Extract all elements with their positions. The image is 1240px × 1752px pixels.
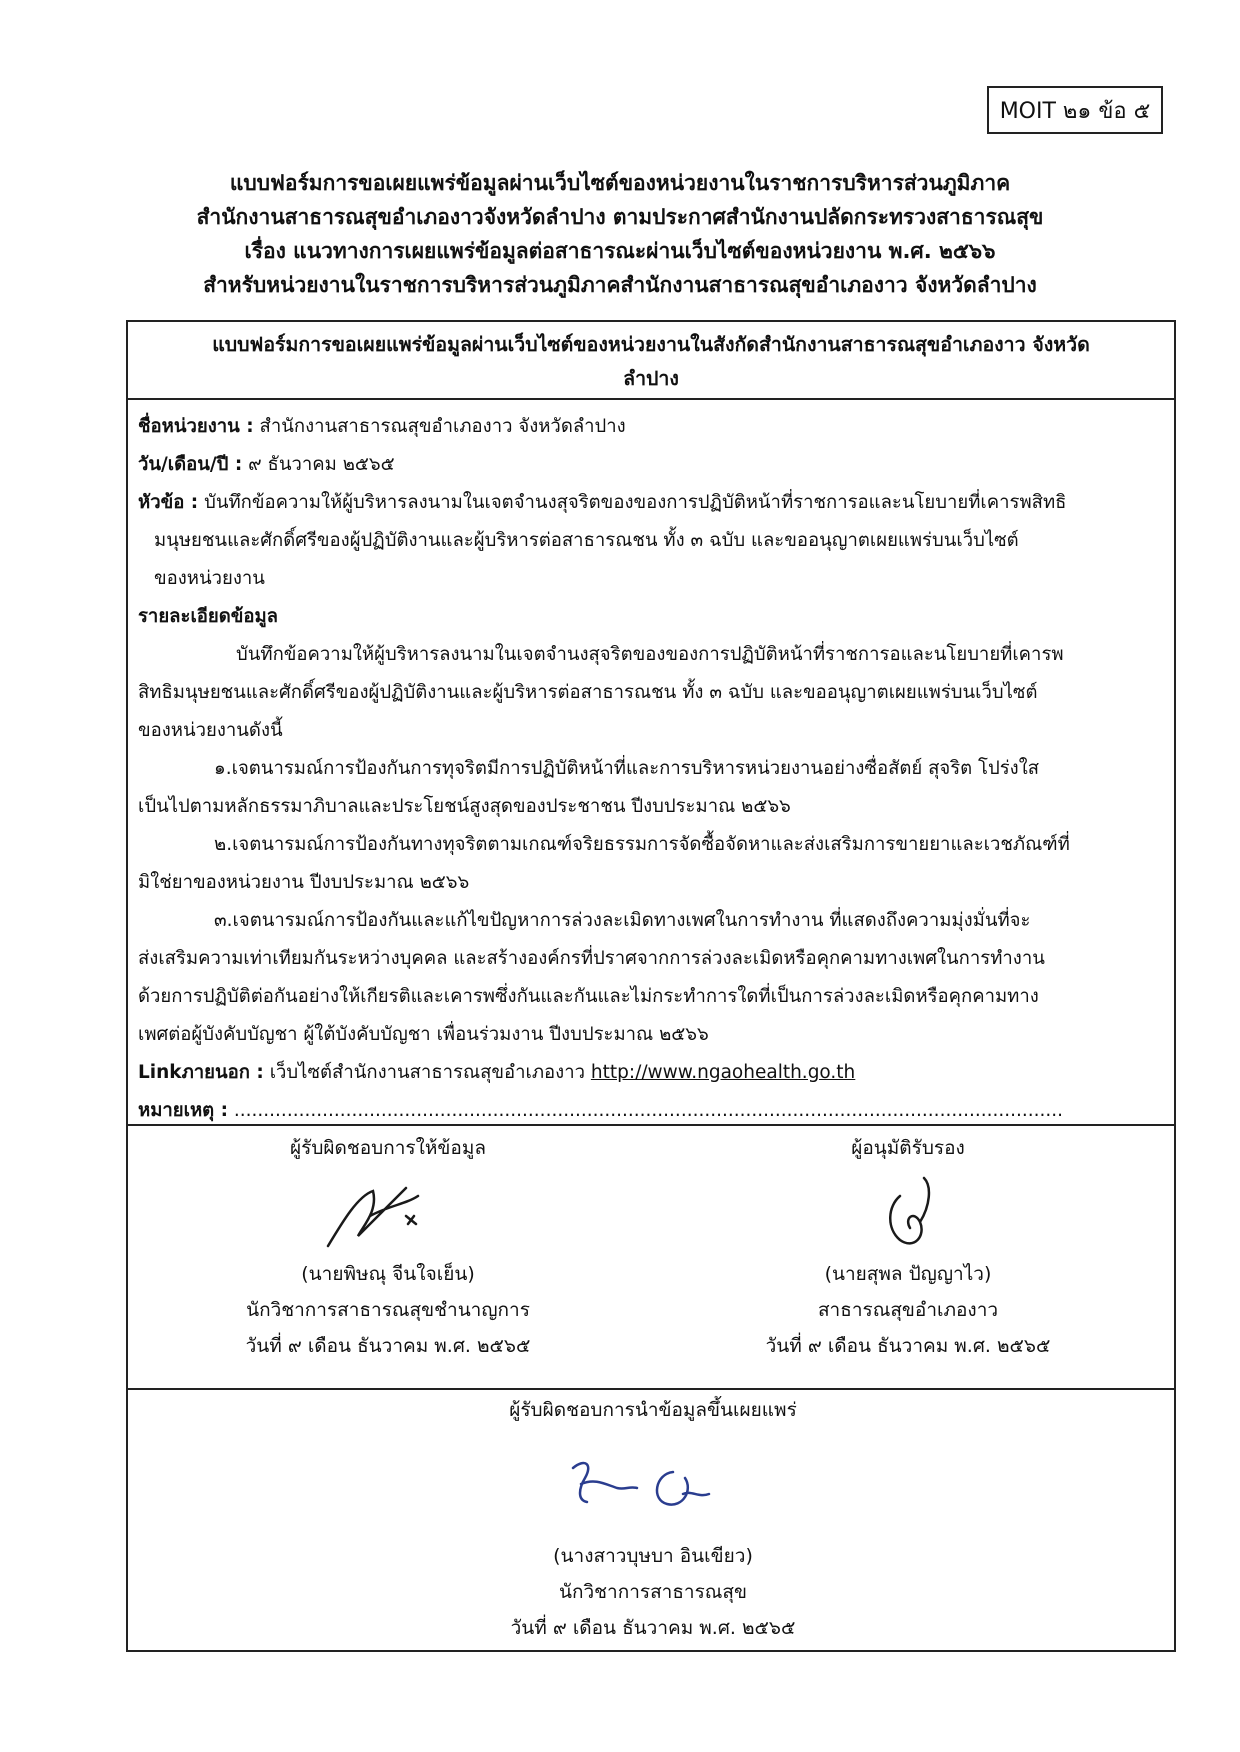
form-code-box (987, 86, 1163, 134)
intro-line-1: บันทึกข้อความให้ผู้บริหารลงนามในเจตจำนงสุจริตของของการปฏิบัติหน้าที่ราชการอและนโยบายที่เคารพ (236, 644, 1064, 665)
signature-block-informant (188, 1130, 588, 1364)
informant-role: ผู้รับผิดชอบการให้ข้อมูล (290, 1137, 486, 1159)
item-1-line-1: ๑.เจตนารมณ์การป้องกันการทุจริตมีการปฏิบัติหน้าที่และการบริหารหน่วยงานอย่างซื่อสัตย์ สุจริต โปร่งใส (214, 758, 1040, 779)
approver-position: สาธารณสุขอำเภองาว (817, 1299, 999, 1321)
item-1-line-2: เป็นไปตามหลักธรรมาภิบาลและประโยชน์สูงสุดของประชาชน ปีงบประมาณ ๒๕๖๖ (138, 796, 791, 817)
publisher-date: วันที่ ๙ เดือน ธันวาคม พ.ศ. ๒๕๖๕ (510, 1617, 796, 1639)
date-label: วัน/เดือน/ปี : (138, 454, 243, 475)
topic-row (138, 484, 1164, 522)
header-line-1: แบบฟอร์มการขอเผยแพร่ข้อมูลผ่านเว็บไซต์ของหน่วยงานในราชการบริหารส่วนภูมิภาค (229, 171, 1011, 195)
details-row (138, 598, 1164, 636)
link-label: Linkภายนอก : (138, 1062, 264, 1083)
publisher-position: นักวิชาการสาธารณสุข (558, 1581, 748, 1603)
agency-value: สำนักงานสาธารณสุขอำเภองาว จังหวัดลำปาง (259, 416, 626, 437)
signature-block-approver (708, 1130, 1108, 1364)
informant-name: (นายพิษณุ จีนใจเย็น) (301, 1263, 475, 1285)
item-3-line-4: เพศต่อผู้บังคับบัญชา ผู้ใต้บังคับบัญชา เพื่อนร่วมงาน ปีงบประมาณ ๒๕๖๖ (138, 1024, 709, 1045)
details-label: รายละเอียดข้อมูล (138, 606, 279, 627)
box-title-line-2: ลำปาง (623, 367, 679, 390)
remark-dots: ............................................................................................................................................. (233, 1100, 1064, 1121)
document-header (90, 166, 1150, 302)
approver-date: วันที่ ๙ เดือน ธันวาคม พ.ศ. ๒๕๖๕ (765, 1335, 1051, 1357)
item-3-line-3: ด้วยการปฏิบัติต่อกันอย่างให้เกียรติและเคารพซึ่งกันและกันและไม่กระทำการใดที่เป็นการล่วงละเมิดหรือคุกคามทาง (138, 986, 1039, 1007)
box-title-line-1: แบบฟอร์มการขอเผยแพร่ข้อมูลผ่านเว็บไซต์ของหน่วยงานในสังกัดสำนักงานสาธารณสุขอำเภองาว จังหวัด (212, 333, 1090, 356)
publisher-signature-image (533, 1428, 773, 1538)
informant-date: วันที่ ๙ เดือน ธันวาคม พ.ศ. ๒๕๖๕ (245, 1335, 531, 1357)
section-divider-2 (128, 1388, 1174, 1390)
form-code: MOIT ๒๑ ข้อ ๕ (999, 98, 1151, 124)
website-link[interactable]: http://www.ngaohealth.go.th (590, 1062, 856, 1083)
agency-label: ชื่อหน่วยงาน : (138, 416, 254, 437)
topic-label: หัวข้อ : (138, 492, 199, 513)
informant-signature-image (288, 1166, 488, 1256)
topic-line-1: บันทึกข้อความให้ผู้บริหารลงนามในเจตจำนงสุจริตของของการปฏิบัติหน้าที่ราชการอและนโยบายที่เคารพสิทธิ (204, 492, 1067, 513)
intro-line-2: สิทธิมนุษยชนและศักดิ์ศรีของผู้ปฏิบัติงานและผู้บริหารต่อสาธารณชน ทั้ง ๓ ฉบับ และขออนุญาตเผยแพร่บนเว็บไซต์ (138, 682, 1038, 703)
item-3-line-1: ๓.เจตนารมณ์การป้องกันและแก้ไขปัญหาการล่วงละเมิดทางเพศในการทำงาน ที่แสดงถึงความมุ่งมั่นที่จะ (214, 910, 1031, 931)
approver-role: ผู้อนุมัติรับรอง (851, 1137, 965, 1159)
date-row (138, 446, 1164, 484)
form-details (138, 408, 1164, 1130)
publisher-role: ผู้รับผิดชอบการนำข้อมูลขึ้นเผยแพร่ (509, 1399, 797, 1421)
header-line-2: สำนักงานสาธารณสุขอำเภองาวจังหวัดลำปาง ตามประกาศสำนักงานปลัดกระทรวงสาธารณสุข (196, 205, 1044, 229)
section-divider-1 (128, 1124, 1174, 1126)
approver-signature-image (808, 1166, 1008, 1256)
item-2-line-1: ๒.เจตนารมณ์การป้องกันทางทุจริตตามเกณฑ์จริยธรรมการจัดซื้อจัดหาและส่งเสริมการขายยาและเวชภัณฑ์ที่ (214, 834, 1070, 855)
link-row (138, 1054, 1164, 1092)
form-frame (126, 320, 1176, 1652)
publisher-name: (นางสาวบุษบา อินเขียว) (553, 1545, 753, 1567)
header-line-3: เรื่อง แนวทางการเผยแพร่ข้อมูลต่อสาธารณะผ่านเว็บไซต์ของหน่วยงาน พ.ศ. ๒๕๖๖ (244, 239, 996, 263)
remark-label: หมายเหตุ : (138, 1100, 228, 1121)
informant-position: นักวิชาการสาธารณสุขชำนาญการ (246, 1299, 530, 1321)
item-3-line-2: ส่งเสริมความเท่าเทียมกันระหว่างบุคคล และสร้างองค์กรที่ปราศจากการล่วงละเมิดหรือคุกคามทางเพศในการทำงาน (138, 948, 1045, 969)
link-text: เว็บไซต์สำนักงานสาธารณสุขอำเภองาว (269, 1062, 585, 1083)
date-value: ๙ ธันวาคม ๒๕๖๕ (248, 454, 395, 475)
topic-line-3: ของหน่วยงาน (154, 568, 265, 589)
agency-row (138, 408, 1164, 446)
item-2-line-2: มิใช่ยาของหน่วยงาน ปีงบประมาณ ๒๕๖๖ (138, 872, 470, 893)
topic-line-2: มนุษยชนและศักดิ์ศรีของผู้ปฏิบัติงานและผู้บริหารต่อสาธารณชน ทั้ง ๓ ฉบับ และขออนุญาตเผยแพร่บนเว็บไซต์ (154, 530, 1019, 551)
signature-block-publisher (428, 1392, 878, 1646)
form-box-title (128, 322, 1174, 400)
header-line-4: สำหรับหน่วยงานในราชการบริหารส่วนภูมิภาคสำนักงานสาธารณสุขอำเภองาว จังหวัดลำปาง (203, 273, 1037, 297)
intro-line-3: ของหน่วยงานดังนี้ (138, 720, 283, 741)
approver-name: (นายสุพล ปัญญาไว) (824, 1263, 992, 1285)
